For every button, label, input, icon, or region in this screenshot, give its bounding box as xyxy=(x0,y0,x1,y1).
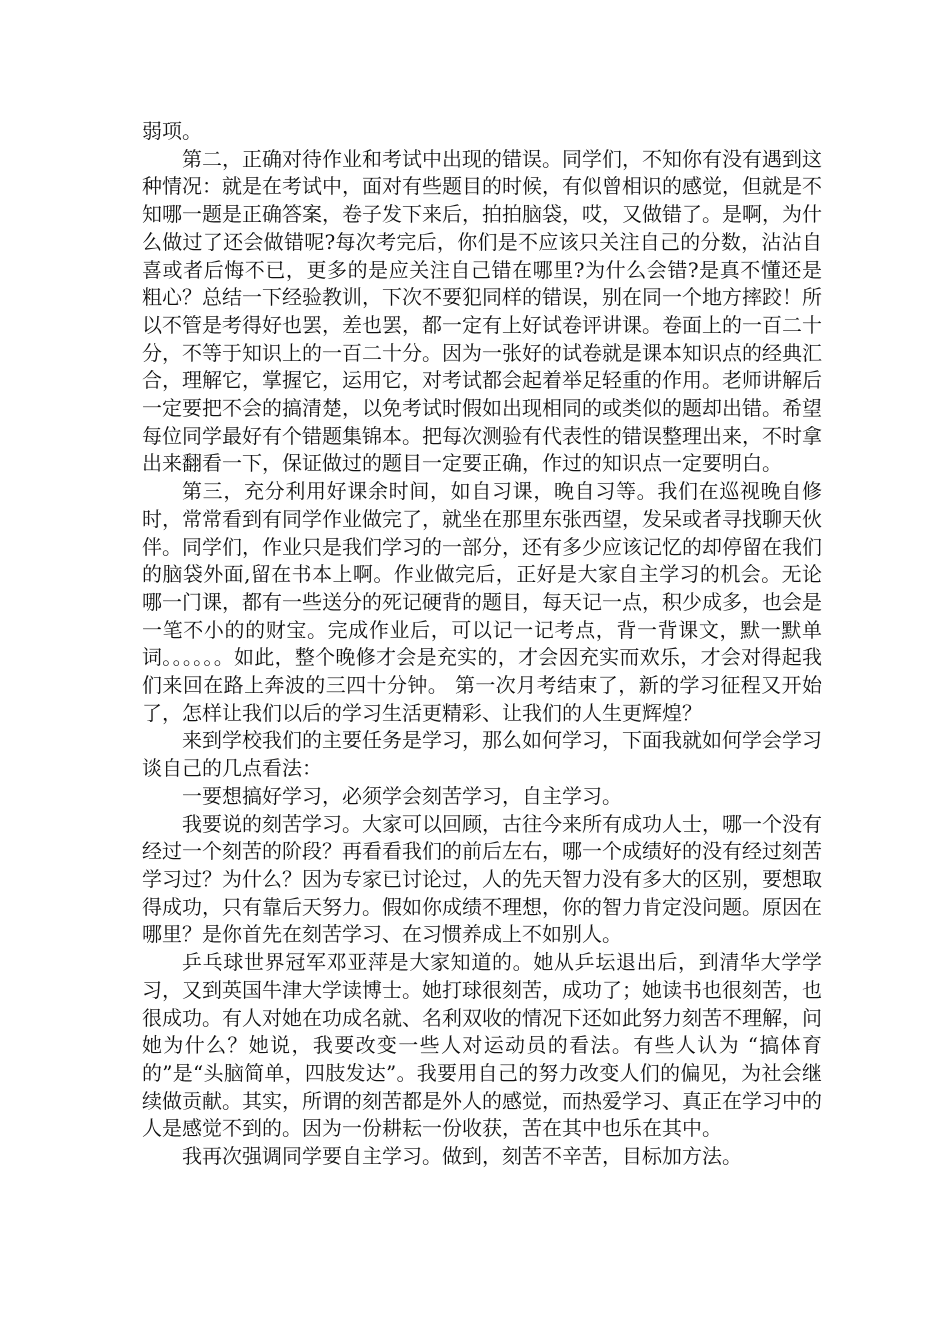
paragraph-8: 我再次强调同学要自主学习。做到，刻苦不辛苦，目标加方法。 xyxy=(182,1144,742,1169)
paragraph-2: 第二，正确对待作业和考试中出现的错误。同学们，不知你有没有遇到这种情况：就是在考试中，面对有些题目的时候，有似曾相识的感觉，但就是不知哪一题是正确答案，卷子发下来后，拍拍脑袋，哎，又做错了。是啊，为什么做过了还会做错呢?每次考完后，你们是不应该只关注自己的分数，沾沾自喜或者后悔不已，更多的是应关注自己错在哪里?为什么会错?是真不懂还是粗心？总结一下经验教训，下次不要犯同样的错误，别在同一个地方摔跤！所以不管是考得好也罢，差也罢，都一定有上好试卷评讲课。卷面上的一百二十分，不等于知识上的一百二十分。因为一张好的试卷就是课本知识点的经典汇合，理解它，掌握它，运用它，对考试都会起着举足轻重的作用。老师讲解后一定要把不会的搞清楚，以免考试时假如出现相同的或类似的题却出错。希望每位同学最好有个错题集锦本。把每次测验有代表性的错误整理出来，不时拿出来翻看一下，保证做过的题目一定要正确，作过的知识点一定要明白。 xyxy=(142,146,822,476)
paragraph-5: 一要想搞好学习，必须学会刻苦学习，自主学习。 xyxy=(182,783,622,808)
paragraph-3: 第三，充分利用好课余时间，如自习课，晚自习等。我们在巡视晚自修时，常常看到有同学作业做完了，就坐在那里东张西望，发呆或者寻找聊天伙伴。同学们，作业只是我们学习的一部分，还有多少应该记忆的却停留在我们的脑袋外面,留在书本上啊。作业做完后，正好是大家自主学习的机会。无论哪一门课，都有一些送分的死记硬背的题目，每天记一点，积少成多，也会是一笔不小的的财宝。完成作业后，可以记一记考点，背一背课文，默一默单词。。。。。。如此，整个晚修才会是充实的，才会因充实而欢乐，才会对得起我们来回在路上奔波的三四十分钟。 第一次月考结束了，新的学习征程又开始了，怎样让我们以后的学习生活更精彩、让我们的人生更辉煌？ xyxy=(142,479,822,725)
paragraph-4: 来到学校我们的主要任务是学习，那么如何学习，下面我就如何学会学习谈自己的几点看法： xyxy=(142,728,822,781)
paragraph-1: 弱项。 xyxy=(142,119,202,143)
paragraph-7: 乒乓球世界冠军邓亚萍是大家知道的。她从乒坛退出后，到清华大学学习，又到英国牛津大学读博士。她打球很刻苦，成功了；她读书也很刻苦，也很成功。有人对她在功成名就、名利双收的情况下还如此努力刻苦不理解，问她为什么？她说，我要改变一些人对运动员的看法。有些人认为 “搞体育的”是“头脑简单，四肢发达”。我要用自己的努力改变人们的偏见，为社会继续做贡献。其实，所谓的刻苦都是外人的感觉，而热爱学习、真正在学习中的人是感觉不到的。因为一份耕耘一份收获，苦在其中也乐在其中。 xyxy=(142,950,822,1141)
paragraph-6: 我要说的刻苦学习。大家可以回顾，古往今来所有成功人士，哪一个没有经过一个刻苦的阶段？再看看我们的前后左右，哪一个成绩好的没有经过刻苦学习过？为什么？因为专家已讨论过，人的先天智力没有多大的区别，要想取得成功，只有靠后天努力。假如你成绩不理想，你的智力肯定没问题。原因在哪里？是你首先在刻苦学习、在习惯养成上不如别人。 xyxy=(142,811,822,947)
document-body xyxy=(142,118,822,1171)
